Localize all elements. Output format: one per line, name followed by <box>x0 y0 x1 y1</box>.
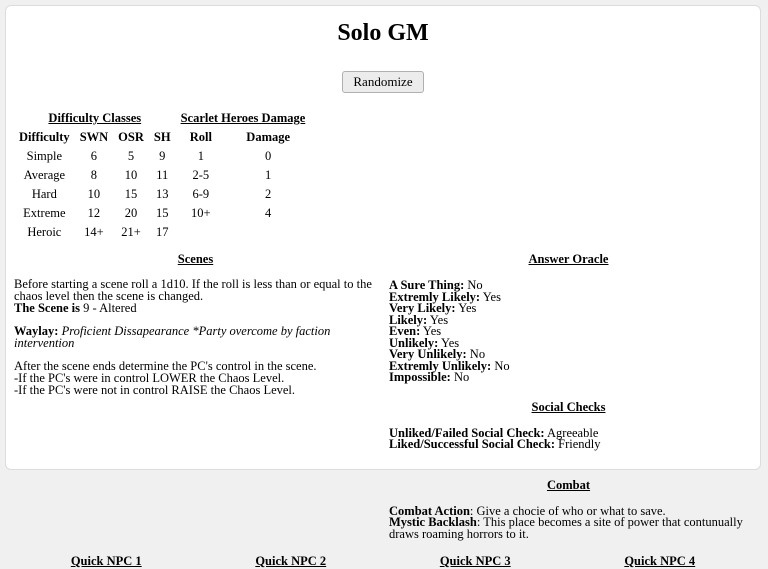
social-list <box>389 425 748 451</box>
col-roll: Roll <box>189 130 212 144</box>
table-row <box>14 147 310 166</box>
oracle-label: Impossible: <box>389 370 451 384</box>
cell: 11 <box>156 168 169 182</box>
cell <box>176 223 227 242</box>
cell: 10+ <box>191 206 211 220</box>
waylay-label: Waylay: <box>14 324 59 338</box>
cell: 13 <box>155 187 169 201</box>
cell: Simple <box>26 149 63 163</box>
col-difficulty: Difficulty <box>19 130 70 144</box>
cell: 5 <box>127 149 135 163</box>
oracle-value: Yes <box>482 289 501 304</box>
cell: 2-5 <box>192 168 210 182</box>
answer-oracle-header: Answer Oracle <box>528 252 609 266</box>
oracle-value: No <box>453 370 470 384</box>
quick-npc-3-section <box>383 554 568 569</box>
table-row <box>14 166 310 185</box>
social-value: Friendly <box>558 437 601 451</box>
quick-npc-2-header: Quick NPC 2 <box>255 554 327 568</box>
combat-entry <box>389 517 748 540</box>
table-row <box>14 204 310 223</box>
cell: 15 <box>124 187 138 201</box>
page-content <box>6 20 760 569</box>
cell: 10 <box>124 168 138 182</box>
scene-result-value: 9 - Altered <box>83 301 137 315</box>
cell: 4 <box>265 206 272 220</box>
combat-value: : This place becomes a site of power that contunually draws roaming horrors to it. <box>389 515 743 541</box>
right-column <box>383 242 752 540</box>
scene-outro-paragraph <box>14 360 377 396</box>
col-osr: OSR <box>118 130 144 144</box>
oracle-entry <box>389 312 748 327</box>
combat-header: Combat <box>546 477 591 492</box>
table-row <box>14 185 310 204</box>
social-label: Unliked/Failed Social Check: <box>389 425 545 440</box>
oracle-value: Yes <box>440 335 460 350</box>
button-row <box>14 71 752 93</box>
oracle-label: Very Unlikely: <box>389 347 467 361</box>
quick-npc-3-header: Quick NPC 3 <box>439 554 511 568</box>
oracle-value: No <box>467 278 483 292</box>
social-label: Liked/Successful Social Check: <box>389 437 555 451</box>
quick-npc-1-header: Quick NPC 1 <box>70 554 142 568</box>
oracle-value: No <box>469 347 486 361</box>
cell: Extreme <box>23 206 66 220</box>
reference-tables <box>14 109 310 242</box>
quick-npc-2-section <box>199 554 384 569</box>
table-group-header-row <box>14 109 310 128</box>
cell: 14+ <box>84 225 104 239</box>
cell: 1 <box>197 149 204 163</box>
waylay-value: Proficient Dissapearance *Party overcome by faction intervention <box>14 324 331 350</box>
main-columns <box>14 242 752 540</box>
social-entry <box>389 439 748 451</box>
oracle-value: Yes <box>429 312 449 327</box>
cell: 0 <box>265 149 272 163</box>
oracle-value: No <box>494 358 510 373</box>
oracle-label: Even: <box>389 324 421 338</box>
oracle-label: Unlikely: <box>389 335 439 350</box>
cell: Average <box>23 168 66 182</box>
cell: 17 <box>155 225 169 239</box>
scenes-section <box>14 242 383 407</box>
oracle-entry <box>389 372 748 384</box>
oracle-label: Likely: <box>389 312 428 327</box>
oracle-label: Extremly Unlikely: <box>389 358 492 373</box>
combat-label: Mystic Backlash <box>389 515 477 529</box>
scene-result-label: The Scene is <box>14 301 80 315</box>
social-checks-header: Social Checks <box>531 399 606 414</box>
oracle-label: A Sure Thing: <box>389 278 465 292</box>
cell: 6-9 <box>192 187 210 201</box>
cell: 21+ <box>121 225 141 239</box>
cell: 6 <box>90 149 98 163</box>
oracle-label: Very Likely: <box>389 301 456 315</box>
social-value: Agreeable <box>547 425 599 440</box>
scarlet-heroes-damage-header: Scarlet Heroes Damage <box>180 111 306 125</box>
cell: 9 <box>159 149 166 163</box>
oracle-value: Yes <box>422 324 442 338</box>
scenes-body <box>14 278 377 396</box>
cell: 1 <box>265 168 272 182</box>
oracle-list <box>389 280 748 384</box>
outro-line: -If the PC's were in control LOWER the Chaos Level. <box>14 371 285 385</box>
difficulty-classes-header: Difficulty Classes <box>48 111 142 125</box>
table-column-header-row <box>14 128 310 147</box>
combat-list <box>389 503 748 541</box>
col-damage: Damage <box>246 130 291 144</box>
col-sh: SH <box>153 130 171 144</box>
scene-intro-paragraph <box>14 278 377 314</box>
combat-value: : Give a chocie of who or what to save. <box>469 503 666 518</box>
outro-line: After the scene ends determine the PC's control in the scene. <box>14 359 317 373</box>
quick-npc-4-header: Quick NPC 4 <box>624 554 696 568</box>
cell <box>226 223 310 242</box>
cell: Heroic <box>27 225 62 239</box>
page-frame <box>5 5 761 568</box>
cell: 20 <box>124 206 138 220</box>
scene-intro-text: Before starting a scene roll a 1d10. If the roll is less than or equal to the chaos level then the scene is changed. <box>14 277 372 303</box>
table-row <box>14 223 310 242</box>
randomize-button[interactable]: Randomize <box>342 71 423 93</box>
page-title: Solo GM <box>337 20 429 46</box>
cell: 2 <box>265 187 272 201</box>
cell: 15 <box>155 206 169 220</box>
quick-npc-4-section <box>568 554 753 569</box>
quick-npc-1-section <box>14 554 199 569</box>
cell: 8 <box>90 168 98 182</box>
cell: 10 <box>87 187 101 201</box>
oracle-value: Yes <box>458 301 477 315</box>
cell: 12 <box>87 206 101 220</box>
scenes-header: Scenes <box>177 252 214 266</box>
oracle-label: Extremly Likely: <box>389 289 481 304</box>
col-swn: SWN <box>79 130 109 144</box>
quick-npc-row <box>14 554 752 569</box>
combat-label: Combat Action <box>389 503 470 518</box>
cell: Hard <box>31 187 57 201</box>
outro-line: -If the PC's were not in control RAISE the Chaos Level. <box>14 383 296 397</box>
waylay-paragraph <box>14 325 377 349</box>
